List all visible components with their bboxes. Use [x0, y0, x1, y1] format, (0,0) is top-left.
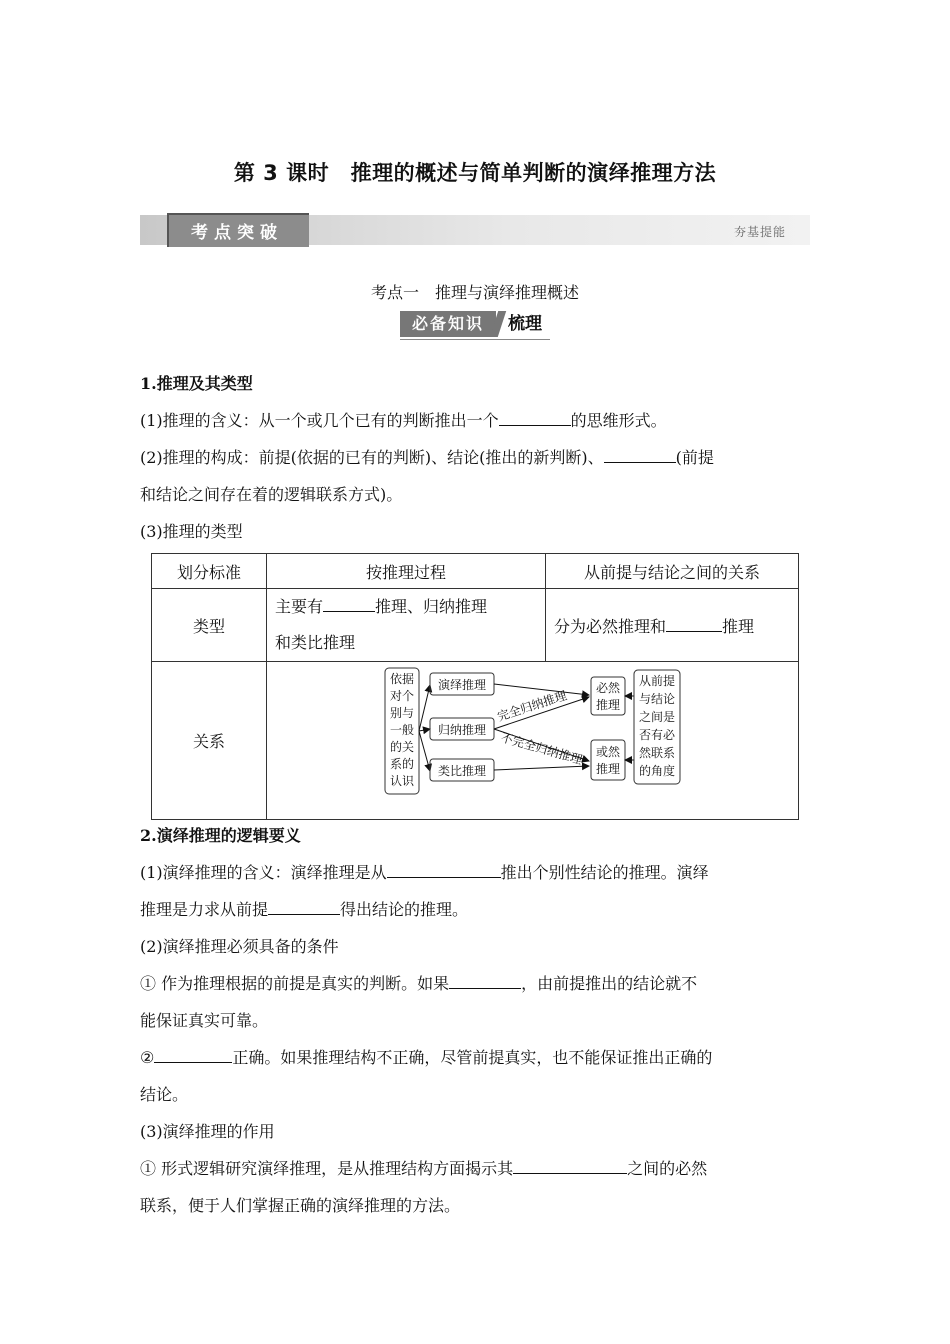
perspective-line: 从前提: [638, 673, 676, 688]
blank: [449, 971, 521, 989]
probable-line: 或然: [595, 744, 621, 759]
badge-underline: [400, 339, 550, 340]
banner-right-label: 夯基提能: [733, 225, 786, 239]
para-2-6: [140, 1150, 812, 1187]
blank: [387, 860, 501, 878]
text: 推理: [722, 616, 755, 636]
table-header: 划分标准: [152, 554, 267, 589]
incomplete-induction-label: 不完全归纳推理: [499, 729, 584, 767]
text: 正确。如果推理结构不正确，尽管前提真实，也不能保证推出正确的: [232, 1048, 713, 1067]
para-1-2-cont: 和结论之间存在着的逻辑联系方式)。: [140, 485, 403, 504]
perspective-text: [639, 673, 676, 778]
heading-2: 2.演绎推理的逻辑要义: [140, 826, 301, 845]
text: (1)演绎推理的含义：演绎推理是从: [140, 863, 387, 882]
blank: [268, 897, 340, 915]
table-cell: [546, 589, 799, 662]
page-title: 第 3 课时 推理的概述与简单判断的演绎推理方法: [233, 161, 717, 185]
text: 和类比推理: [275, 633, 356, 652]
text: 的思维形式。: [570, 411, 667, 430]
para-1-3: (3)推理的类型: [140, 522, 243, 541]
blank: [513, 1156, 627, 1174]
basis-line: 系的: [389, 756, 415, 771]
basis-text: [390, 671, 415, 788]
para-2-6-cont: 联系，便于人们掌握正确的演绎推理的方法。: [140, 1196, 461, 1215]
table-header: 从前提与结论之间的关系: [546, 554, 799, 589]
table-cell: [267, 589, 546, 662]
para-2-3: [140, 965, 812, 1002]
banner-left-label: 考点突破: [191, 223, 283, 243]
probable-line: 推理: [595, 761, 621, 776]
text: ②: [140, 1048, 155, 1067]
arrow: [419, 729, 430, 731]
para-2-3-cont: 能保证真实可靠。: [140, 1011, 269, 1030]
arrow: [494, 684, 589, 695]
para-2-4-cont: 结论。: [140, 1085, 189, 1104]
blank: [666, 614, 722, 632]
arrow: [419, 685, 430, 731]
blank: [323, 594, 375, 612]
text: 推理、归纳推理: [375, 597, 488, 616]
text: (2)推理的构成：前提(依据的已有的判断)、结论(推出的新判断)、: [140, 448, 604, 467]
basis-line: 对个: [389, 688, 415, 703]
basis-line: 认识: [389, 773, 415, 788]
text: 得出结论的推理。: [340, 900, 469, 919]
blank: [499, 408, 571, 426]
text: 分为必然推理和: [554, 616, 667, 636]
para-2-1-cont: [140, 891, 812, 928]
relation-diagram-cell: [267, 662, 799, 820]
necessary-line: 推理: [595, 697, 621, 712]
para-2-1: [140, 854, 812, 891]
table-row: [152, 662, 799, 820]
arrow: [494, 766, 589, 770]
basis-line: 依据: [389, 671, 415, 686]
table-row: [152, 554, 799, 589]
badge-right: 梳理: [508, 314, 542, 334]
classification-table: [151, 553, 799, 820]
para-2-5: (3)演绎推理的作用: [140, 1122, 275, 1141]
text: 推出个别性结论的推理。演绎: [500, 863, 709, 882]
analogy-label: 类比推理: [437, 763, 487, 778]
arrow: [419, 731, 430, 771]
badge-left: 必备知识: [400, 311, 496, 337]
basis-line: 一般: [389, 722, 415, 737]
para-1-1: [140, 402, 812, 439]
perspective-line: 与结论: [638, 691, 676, 706]
para-1-2: [140, 439, 812, 476]
necessary-line: 必然: [595, 680, 621, 695]
basis-line: 的关: [389, 739, 415, 754]
blank: [154, 1045, 232, 1063]
text: 推理是力求从前提: [140, 900, 269, 919]
perspective-line: 之间是: [638, 709, 676, 724]
section-subtitle: 考点一 推理与演绎推理概述: [370, 283, 579, 302]
heading-1: 1.推理及其类型: [140, 374, 253, 393]
table-row: [152, 589, 799, 662]
text: 之间的必然: [627, 1159, 708, 1178]
para-2-4: [140, 1039, 812, 1076]
text: ① 形式逻辑研究演绎推理，是从推理结构方面揭示其: [140, 1159, 514, 1178]
knowledge-badge: [400, 311, 550, 339]
induction-label: 归纳推理: [437, 722, 487, 737]
relation-diagram: [267, 663, 798, 819]
text: (1)推理的含义：从一个或几个已有的判断推出一个: [140, 411, 499, 430]
text: ① 作为推理根据的前提是真实的判断。如果: [140, 974, 450, 993]
blank: [604, 445, 676, 463]
perspective-line: 否有必: [638, 727, 676, 742]
text: ，由前提推出的结论就不: [521, 974, 698, 993]
section-banner: [140, 213, 810, 247]
deduction-label: 演绎推理: [437, 677, 487, 692]
perspective-line: 然联系: [638, 745, 676, 760]
text: 主要有: [275, 597, 324, 616]
table-cell: 类型: [152, 589, 267, 662]
basis-line: 别与: [389, 705, 415, 720]
table-header: 按推理过程: [267, 554, 546, 589]
text: (前提: [675, 448, 714, 467]
para-2-2: (2)演绎推理必须具备的条件: [140, 937, 339, 956]
perspective-line: 的角度: [638, 763, 676, 778]
complete-induction-label: 完全归纳推理: [495, 687, 569, 724]
table-cell: 关系: [152, 662, 267, 820]
